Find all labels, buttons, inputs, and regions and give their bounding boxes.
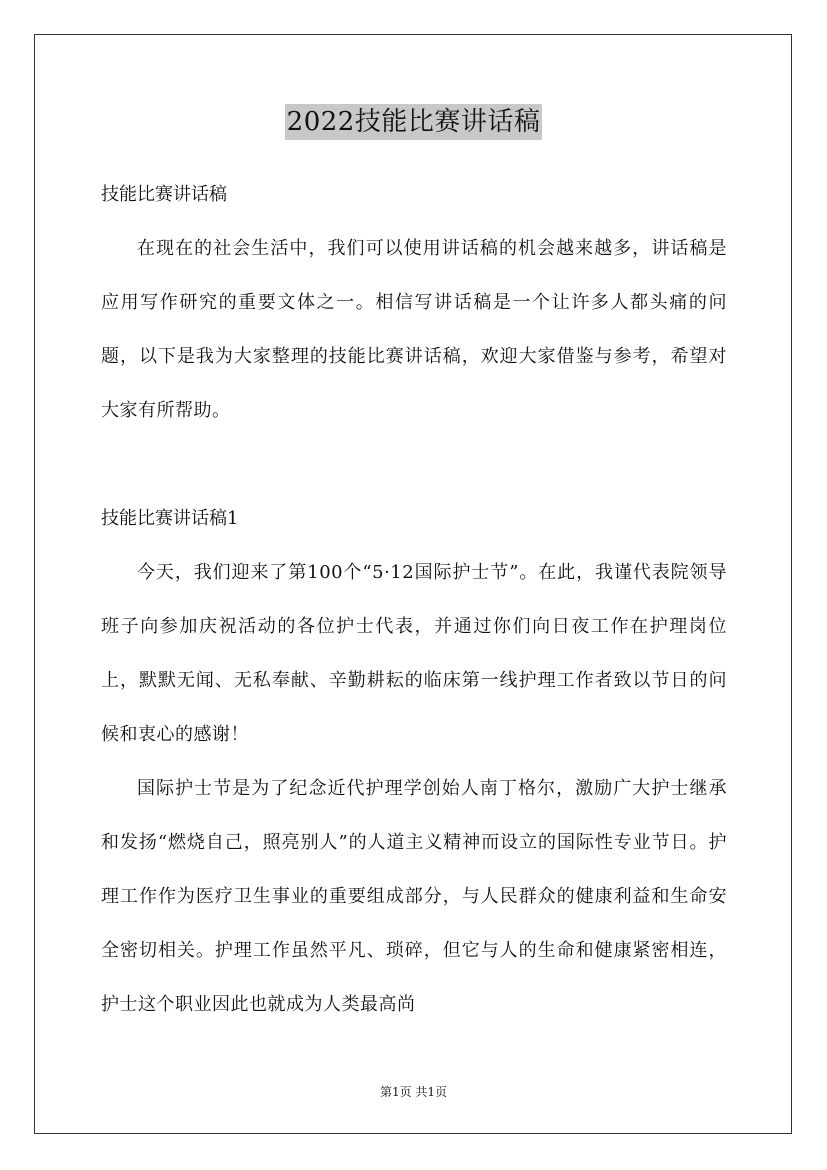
blank-line	[101, 438, 727, 492]
section-1-paragraph-1: 今天，我们迎来了第100个“5·12国际护士节”。在此，我谨代表院领导班子向参加庆祝活动的各位护士代表，并通过你们向日夜工作在护理岗位上，默默无闻、无私奉献、辛勤耕耘的临床第一线护理工作者致以节日的问候和衷心的感谢！	[101, 562, 727, 745]
page-number: 第1页 共1页	[379, 1085, 448, 1099]
intro-paragraph: 在现在的社会生活中，我们可以使用讲话稿的机会越来越多，讲话稿是应用写作研究的重要文体之一。相信写讲话稿是一个让许多人都头痛的问题，以下是我为大家整理的技能比赛讲话稿，欢迎大家借鉴与参考，希望对大家有所帮助。	[101, 238, 727, 421]
intro-heading: 技能比赛讲话稿	[101, 184, 227, 205]
section-1-paragraph-2: 国际护士节是为了纪念近代护理学创始人南丁格尔，激励广大护士继承和发扬“燃烧自己，照亮别人”的人道主义精神而设立的国际性专业节日。护理工作作为医疗卫生事业的重要组成部分，与人民群众的健康利益和生命安全密切相关。护理工作虽然平凡、琐碎，但它与人的生命和健康紧密相连，护士这个职业因此也就成为人类最高尚	[101, 778, 727, 1015]
section-1-heading: 技能比赛讲话稿1	[101, 508, 239, 529]
title-container	[0, 104, 827, 140]
document-title: 2022技能比赛讲话稿	[285, 104, 543, 140]
page-footer	[0, 1084, 827, 1100]
document-body	[101, 168, 727, 1032]
